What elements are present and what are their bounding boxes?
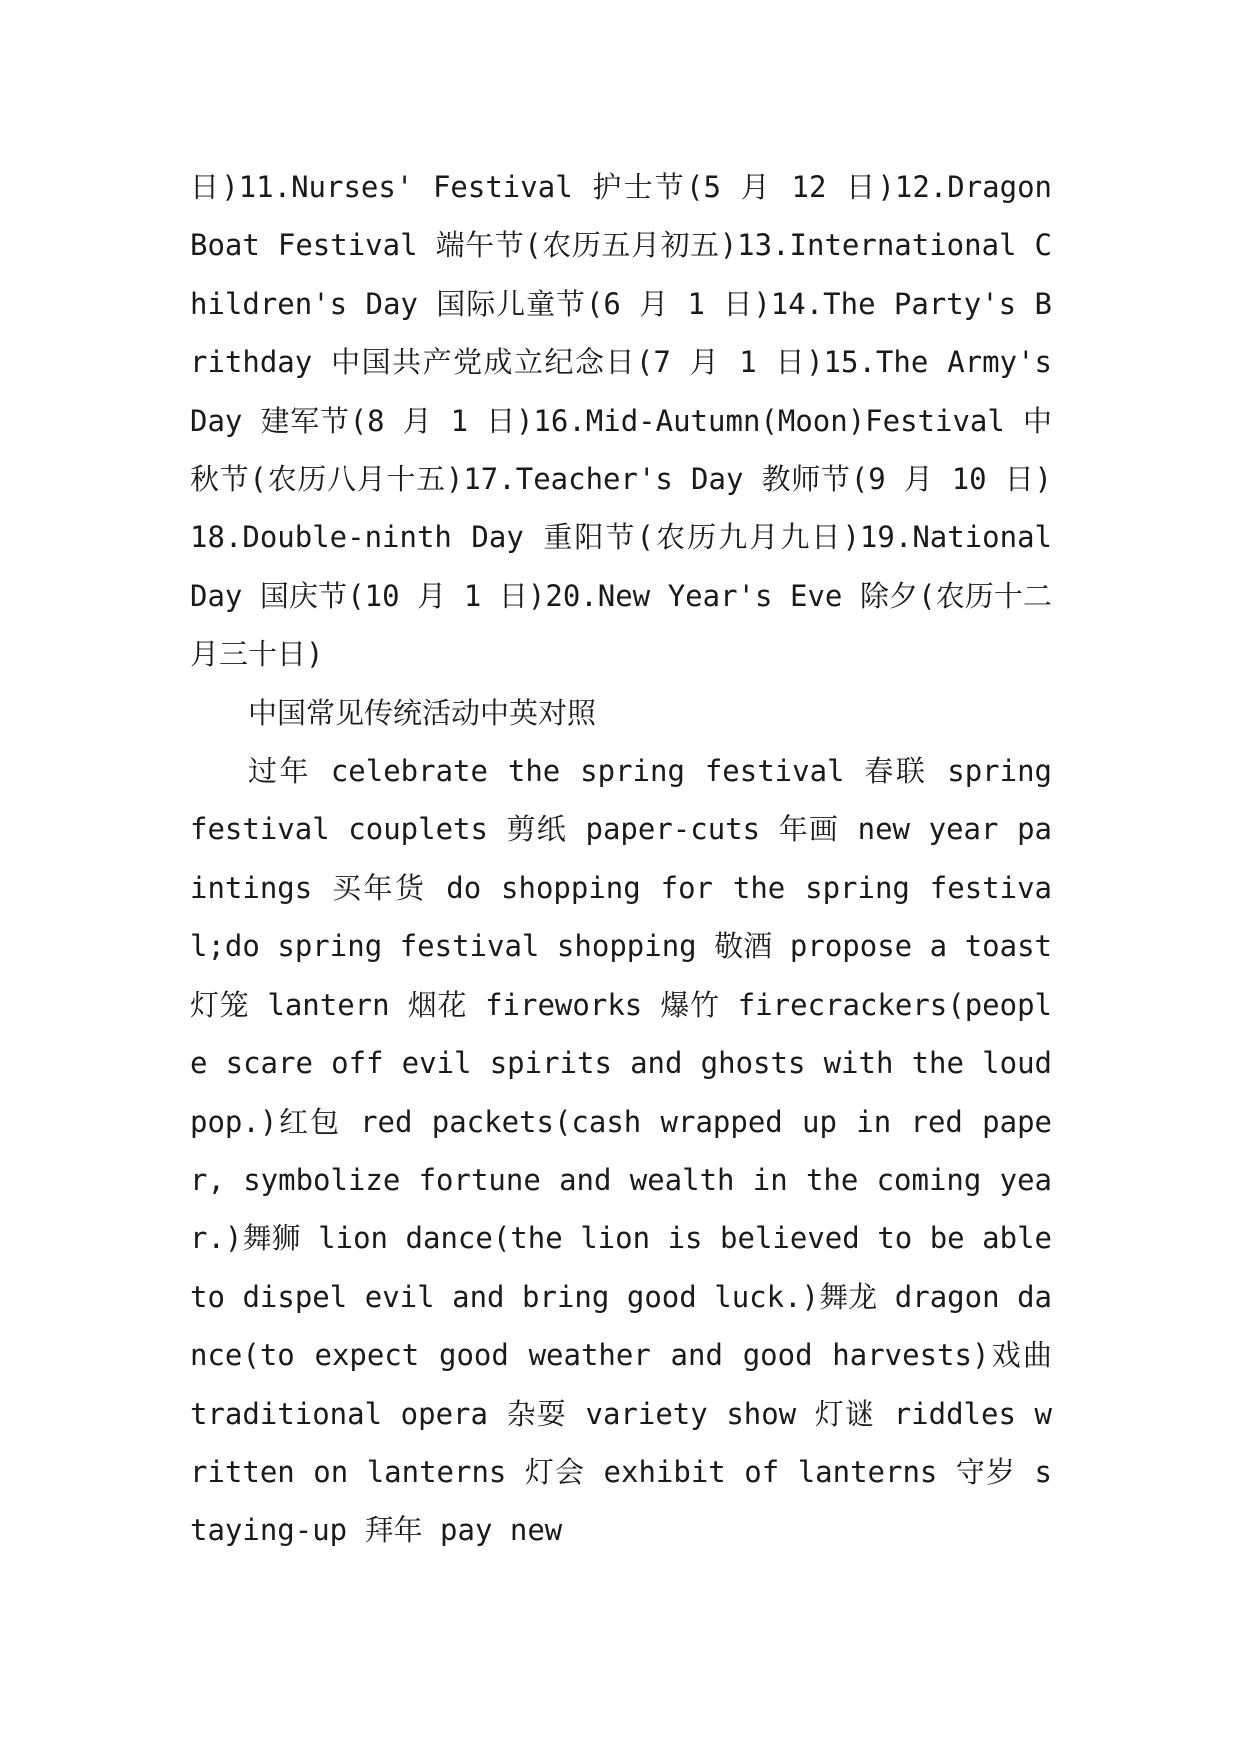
document-page [190,158,1052,1560]
section-heading: 中国常见传统活动中英对照 [248,695,597,730]
festival-list-paragraph: 日)11.Nurses' Festival 护士节(5 月 12 日)12.Dragon Boat Festival 端午节(农历五月初五)13.International Children's Day 国际儿童节(6 月 1 日)14.The Party's Brithday 中国共产党成立纪念日(7 月 1 日)15.The Army's Day 建军节(8 月 1 日)16.Mid-Autumn(Moon)Festival 中秋节(农历八月十五)17.Teacher's Day 教师节(9 月 10 日)18.Double-ninth Day 重阳节(农历九月九日)19.National Day 国庆节(10 月 1 日)20.New Year's Eve 除夕(农历十二月三十日) [190,170,1052,672]
activities-paragraph: 过年 celebrate the spring festival 春联 spring festival couplets 剪纸 paper-cuts 年画 new year paintings 买年货 do shopping for the spring festival;do spring festival shopping 敬酒 propose a toast 灯笼 lantern 烟花 fireworks 爆竹 firecrackers(people scare off evil spirits and ghosts with the loud pop.)红包 red packets(cash wrapped up in red paper, symbolize fortune and wealth in the coming year.)舞狮 lion dance(the lion is believed to be able to dispel evil and bring good luck.)舞龙 dragon dance(to expect good weather and good harvests)戏曲 traditional opera 杂耍 variety show 灯谜 riddles written on lanterns 灯会 exhibit of lanterns 守岁 staying-up 拜年 pay new [190,754,1052,1548]
